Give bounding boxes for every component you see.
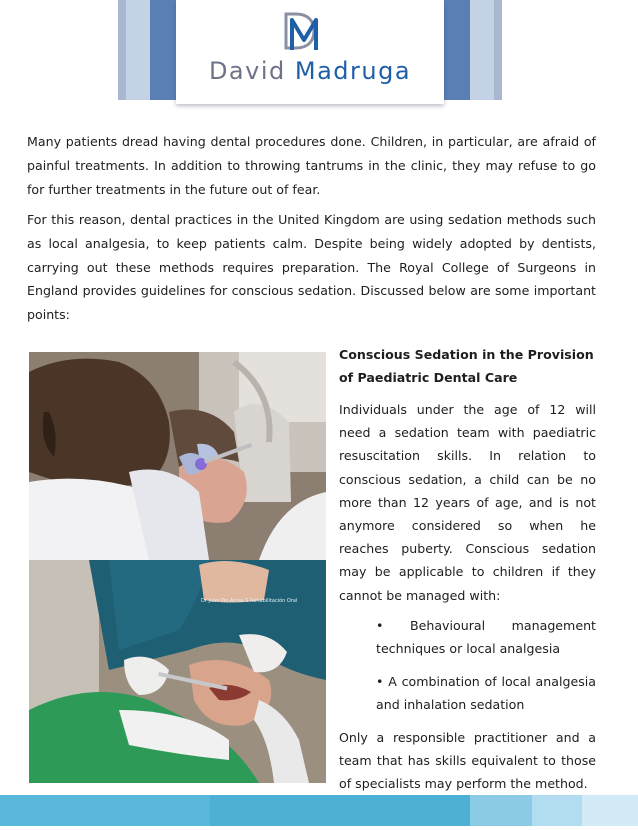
logo-last-name: Madruga — [294, 57, 412, 85]
logo-first-name: David — [208, 57, 286, 85]
banner-stripe — [494, 0, 502, 100]
dentist-photo — [29, 352, 326, 560]
dental-procedure-photo — [29, 560, 326, 783]
dentist-illustration — [29, 352, 326, 560]
section-paragraph-2: Only a responsible practitioner and a team that has skills equivalent to those of specialists may perform the method. — [339, 730, 596, 792]
footer-stripes — [0, 795, 638, 826]
logo-wordmark — [176, 57, 444, 85]
procedure-illustration — [29, 560, 326, 783]
intro-paragraph-1: Many patients dread having dental procedures done. Children, in particular, are afraid of painful treatments. In addition to throwing tantrums in the clinic, they may refuse to go for further treatments in the future out of fear. — [27, 134, 596, 197]
dm-monogram-icon — [280, 10, 326, 54]
bullet-item: • A combination of local analgesia and inhalation sedation — [376, 674, 596, 712]
intro-paragraph-2: For this reason, dental practices in the United Kingdom are using sedation methods such as local analgesia, to keep patients calm. Despite being widely adopted by dentists, carrying out these methods requires preparation. The Royal College of Surgeons in England provides guidelines for conscious sedation. Discussed below are some important points: — [27, 212, 596, 323]
section-paragraph-1: Individuals under the age of 12 will need a sedation team with paediatric resuscitation skills. In relation to conscious sedation, a child can be no more than 12 years of age, and is not anymore considered so when he reaches puberty. Conscious sedation may be applicable to children if they cannot be managed with: — [339, 402, 596, 603]
banner-stripe — [470, 0, 494, 100]
section-heading: Conscious Sedation in the Provision of Paediatric Dental Care — [339, 347, 594, 386]
scrub-embroidery-label: Dr Juan Pio Arcas S Rehabilitación Oral — [201, 598, 298, 604]
banner-stripe — [444, 0, 470, 100]
bullet-item: • Behavioural management techniques or local analgesia — [376, 618, 596, 656]
logo — [176, 0, 444, 104]
banner-stripe — [118, 0, 126, 100]
banner-stripe — [0, 0, 120, 100]
banner-stripe — [150, 0, 176, 100]
footer-band — [0, 795, 638, 826]
banner-stripe — [126, 0, 150, 100]
header-banner — [0, 0, 638, 110]
